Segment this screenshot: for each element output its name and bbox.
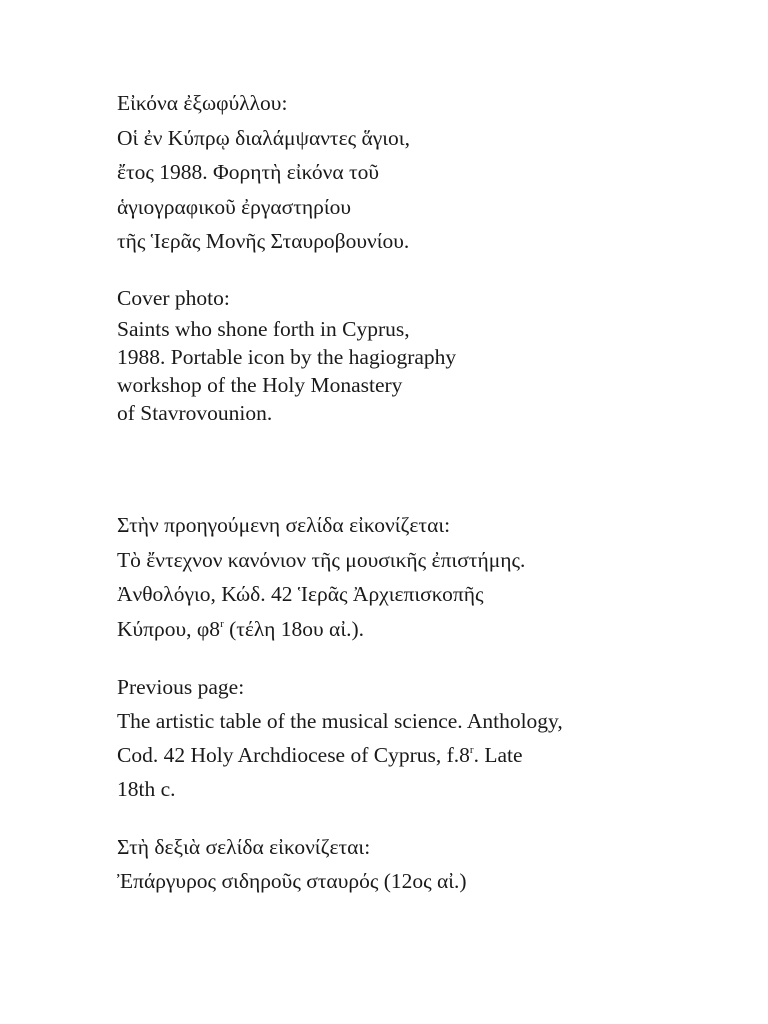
cover-caption-english-heading: Cover photo: (117, 286, 230, 310)
cover-caption-greek-line: ἁγιογραφικοῦ ἐργαστηρίου (117, 194, 352, 219)
previous-page-caption-english-line: The artistic table of the musical science. Anthology, (117, 709, 563, 733)
cover-caption-english (117, 281, 456, 427)
previous-page-caption-english-heading: Previous page: (117, 675, 245, 699)
cover-caption-greek-heading: Εἰκόνα ἐξωφύλλου: (117, 91, 288, 115)
date-text: (τέλη 18ου αἰ.). (223, 616, 365, 641)
folio-text: Κύπρου, φ8 (117, 616, 221, 641)
late-text: . Late (473, 743, 523, 767)
cover-caption-english-line: 1988. Portable icon by the hagiography (117, 345, 457, 369)
previous-page-caption-greek-line: Τὸ ἔντεχνον κανόνιον τῆς μουσικῆς ἐπιστήμης. (117, 547, 526, 572)
previous-page-caption-greek (117, 508, 525, 646)
cover-caption-english-line: Saints who shone forth in Cyprus, (117, 317, 410, 341)
recto-superscript: r (220, 617, 224, 630)
cover-caption-greek-line: Οἱ ἐν Κύπρῳ διαλάμψαντες ἅγιοι, (117, 125, 410, 150)
right-page-caption-greek (117, 830, 467, 898)
right-page-caption-greek-line: Ἐπάργυρος σιδηροῦς σταυρός (12ος αἰ.) (117, 869, 467, 893)
previous-page-caption-greek-line: Ἀνθολόγιο, Κώδ. 42 Ἱερᾶς Ἀρχιεπισκοπῆς (117, 582, 484, 606)
cover-caption-english-line: workshop of the Holy Monastery (117, 373, 403, 397)
previous-page-caption-greek-heading: Στὴν προηγούμενη σελίδα εἰκονίζεται: (117, 513, 451, 537)
cover-caption-english-line: of Stavrovounion. (117, 401, 273, 425)
recto-superscript: r (469, 744, 474, 756)
cover-caption-greek (117, 86, 410, 259)
right-page-caption-greek-heading: Στὴ δεξιὰ σελίδα εἰκονίζεται: (117, 835, 371, 859)
cover-caption-greek-line: τῆς Ἱερᾶς Μονῆς Σταυροβουνίου. (117, 229, 410, 253)
cover-caption-greek-line: ἔτος 1988. Φορητὴ εἰκόνα τοῦ (117, 160, 380, 184)
previous-page-caption-english-line: 18th c. (117, 777, 176, 801)
previous-page-caption-english-line (117, 738, 563, 772)
previous-page-caption-english (117, 670, 563, 806)
codex-text: Cod. 42 Holy Archdiocese of Cyprus, f.8 (117, 743, 470, 767)
previous-page-caption-greek-line (117, 612, 525, 647)
